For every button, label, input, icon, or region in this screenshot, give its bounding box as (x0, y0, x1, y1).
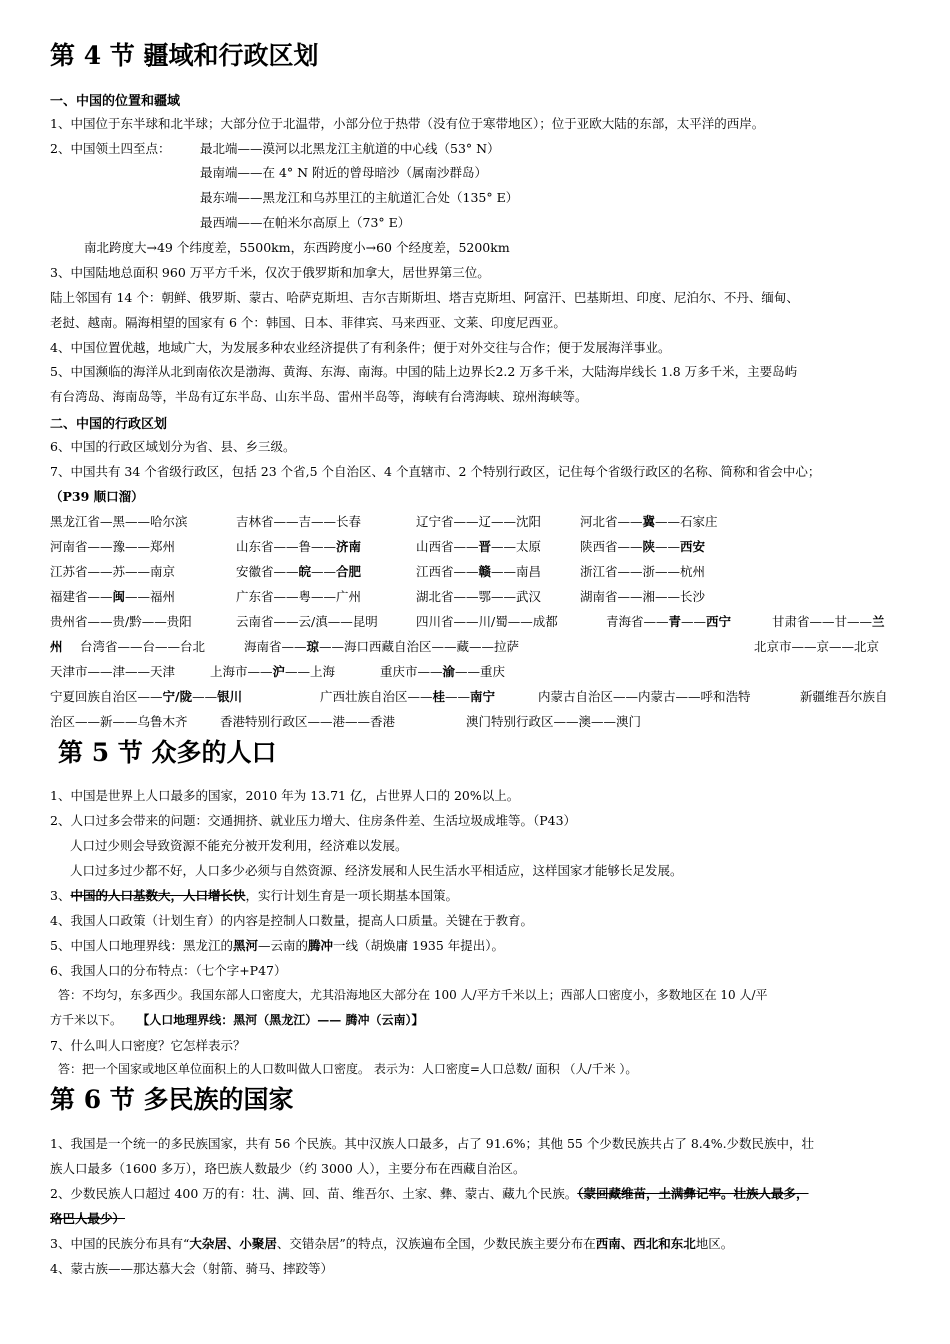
section-5-title: 第 5 节 众多的人口 (58, 738, 277, 767)
text-line: 族人口最多（1600 多万），珞巴族人数最少（约 3000 人），主要分布在西藏自治区。 (50, 1161, 526, 1176)
text-line: 人口过少则会导致资源不能充分被开发利用，经济难以发展。 (70, 838, 408, 853)
text-line: 珞巴人最少） (50, 1211, 126, 1226)
text-line: 7、什么叫人口密度？它怎样表示？ (50, 1038, 246, 1053)
province-entry: 湖南省——湘——长沙 (580, 589, 706, 604)
text-line: （P39 顺口溜） (50, 489, 144, 504)
province-entry: 辽宁省——辽——沈阳 (416, 514, 542, 529)
province-entry: 江苏省——苏——南京 (50, 564, 176, 579)
text-line: 答：把一个国家或地区单位面积上的人口数叫做人口密度。 表示为：人口密度=人口总数/ 面积 （人/千米 ）。 (58, 1062, 638, 1076)
text-line: 1、中国是世界上人口最多的国家，2010 年为 13.71 亿，占世界人口的 20%以上。 (50, 788, 520, 803)
text-line: 南北跨度大→49 个纬度差，5500km，东西跨度小→60 个经度差，5200km (84, 240, 510, 255)
province-entry: 四川省——川/蜀——成都 (416, 614, 558, 629)
text-line: 最东端——黑龙江和乌苏里江的主航道汇合处（135° E） (200, 190, 519, 205)
text-line: 5、中国人口地理界线：黑龙江的黑河—云南的腾冲一线（胡焕庸 1935 年提出）。 (50, 938, 505, 953)
text-line: 答：不均匀，东多西少。我国东部人口密度大，尤其沿海地区大部分在 100 人/平方千米以上；西部人口密度小，多数地区在 10 人/平 (58, 988, 768, 1002)
text-line: 最南端——在 4° N 附近的曾母暗沙（属南沙群岛） (200, 165, 488, 180)
text-line: 1、中国位于东半球和北半球；大部分位于北温带，小部分位于热带（没有位于寒带地区）；位于亚欧大陆的东部，太平洋的西岸。 (50, 116, 765, 131)
text-line: 5、中国濒临的海洋从北到南依次是渤海、黄海、东海、南海。中国的陆上边界长2.2 万多千米，大陆海岸线长 1.8 万多千米，主要岛屿 (50, 364, 798, 379)
province-entry: 安徽省——皖——合肥 (236, 564, 362, 579)
text-line: 4、我国人口政策（计划生育）的内容是控制人口数量，提高人口质量。关键在于教育。 (50, 913, 533, 928)
province-entry: 重庆市——渝——重庆 (380, 664, 506, 679)
province-entry: 台湾省——台——台北 (80, 639, 206, 654)
province-entry: 宁夏回族自治区——宁/陇——银川 (50, 689, 243, 704)
text-line: 3、中国陆地总面积 960 万平方千米，仅次于俄罗斯和加拿大，居世界第三位。 (50, 265, 490, 280)
province-entry: 内蒙古自治区——内蒙古——呼和浩特 (538, 689, 751, 704)
province-entry: 山东省——鲁——济南 (236, 539, 362, 554)
province-entry: 北京市——京——北京 (754, 639, 880, 654)
text-line: 3、中国的人口基数大，人口增长快，实行计划生育是一项长期基本国策。 (50, 888, 458, 903)
text-line: 老挝、越南。隔海相望的国家有 6 个：韩国、日本、菲律宾、马来西亚、文莱、印度尼西亚。 (50, 315, 566, 330)
province-entry: 州 (50, 639, 63, 654)
province-entry: 广东省——粤——广州 (236, 589, 362, 604)
text-line: 最北端——漠河以北黑龙江主航道的中心线（53° N） (200, 141, 500, 156)
province-entry: 天津市——津——天津 (50, 664, 176, 679)
province-entry: 湖北省——鄂——武汉 (416, 589, 542, 604)
province-entry: 河南省——豫——郑州 (50, 539, 176, 554)
text-line: 6、中国的行政区域划分为省、县、乡三级。 (50, 439, 296, 454)
text-line: 6、我国人口的分布特点：（七个字+P47） (50, 963, 287, 978)
heading-position: 一、中国的位置和疆域 (50, 94, 181, 109)
province-entry: 吉林省——吉——长春 (236, 514, 362, 529)
province-entry: 香港特别行政区——港——香港 (220, 714, 396, 729)
province-entry: 上海市——沪——上海 (210, 664, 336, 679)
text-line: 人口过多过少都不好，人口多少必须与自然资源、经济发展和人民生活水平相适应，这样国家才能够长足发展。 (70, 863, 683, 878)
section-4-title: 第 4 节 疆域和行政区划 (50, 41, 319, 70)
text-line: 7、中国共有 34 个省级行政区，包括 23 个省,5 个自治区、4 个直辖市、2 个特别行政区，记住每个省级行政区的名称、简称和省会中心； (50, 464, 821, 479)
province-entry: 海南省——琼——海口西藏自治区——藏——拉萨 (244, 639, 520, 654)
text-line: 3、中国的民族分布具有“大杂居、小聚居、交错杂居”的特点，汉族遍布全国，少数民族主要分布在西南、西北和东北地区。 (50, 1236, 734, 1251)
province-entry: 黑龙江省—黑——哈尔滨 (50, 514, 188, 529)
province-entry: 江西省——赣——南昌 (416, 564, 542, 579)
province-entry: 陕西省——陕——西安 (580, 539, 706, 554)
text-line: 最西端——在帕米尔高原上（73° E） (200, 215, 411, 230)
heading-division: 二、中国的行政区划 (50, 417, 168, 432)
province-entry: 治区——新——乌鲁木齐 (50, 714, 188, 729)
province-entry: 甘肃省——甘——兰 (772, 614, 885, 629)
province-entry: 河北省——冀——石家庄 (580, 514, 718, 529)
province-entry: 浙江省——浙——杭州 (580, 564, 706, 579)
section-6-title: 第 6 节 多民族的国家 (50, 1085, 294, 1114)
text-line: 2、少数民族人口超过 400 万的有：壮、满、回、苗、维吾尔、土家、彝、蒙古、藏九个民族。（蒙回藏维苗，土满彝记牢。壮族人最多， (50, 1186, 809, 1201)
text-line: 陆上邻国有 14 个：朝鲜、俄罗斯、蒙古、哈萨克斯坦、吉尔吉斯斯坦、塔吉克斯坦、阿富汗、巴基斯坦、印度、尼泊尔、不丹、缅甸、 (50, 290, 799, 305)
text-line: 4、中国位置优越，地域广大，为发展多种农业经济提供了有利条件；便于对外交往与合作；便于发展海洋事业。 (50, 340, 671, 355)
text-line: 2、人口过多会带来的问题：交通拥挤、就业压力增大、住房条件差、生活垃圾成堆等。（P43） (50, 813, 577, 828)
province-entry: 澳门特别行政区——澳——澳门 (466, 714, 642, 729)
province-entry: 青海省——青——西宁 (606, 614, 732, 629)
text-line: 4、蒙古族——那达慕大会（射箭、骑马、摔跤等） (50, 1261, 333, 1276)
text-line: 1、我国是一个统一的多民族国家，共有 56 个民族。其中汉族人口最多，占了 91.6%；其他 55 个少数民族共占了 8.4%.少数民族中，壮 (50, 1136, 815, 1151)
text-line: 方千米以下。 【人口地理界线：黑河（黑龙江）—— 腾冲（云南）】 (50, 1013, 424, 1027)
text-line: 2、中国领土四至点： (50, 141, 171, 156)
province-entry: 新疆维吾尔族自 (800, 689, 888, 704)
text-line: 有台湾岛、海南岛等，半岛有辽东半岛、山东半岛、雷州半岛等，海峡有台湾海峡、琼州海峡等。 (50, 389, 588, 404)
province-entry: 福建省——闽——福州 (50, 589, 176, 604)
province-entry: 贵州省——贵/黔——贵阳 (50, 614, 192, 629)
province-entry: 广西壮族自治区——桂——南宁 (320, 689, 496, 704)
province-entry: 山西省——晋——太原 (416, 539, 542, 554)
province-entry: 云南省——云/滇——昆明 (236, 614, 378, 629)
